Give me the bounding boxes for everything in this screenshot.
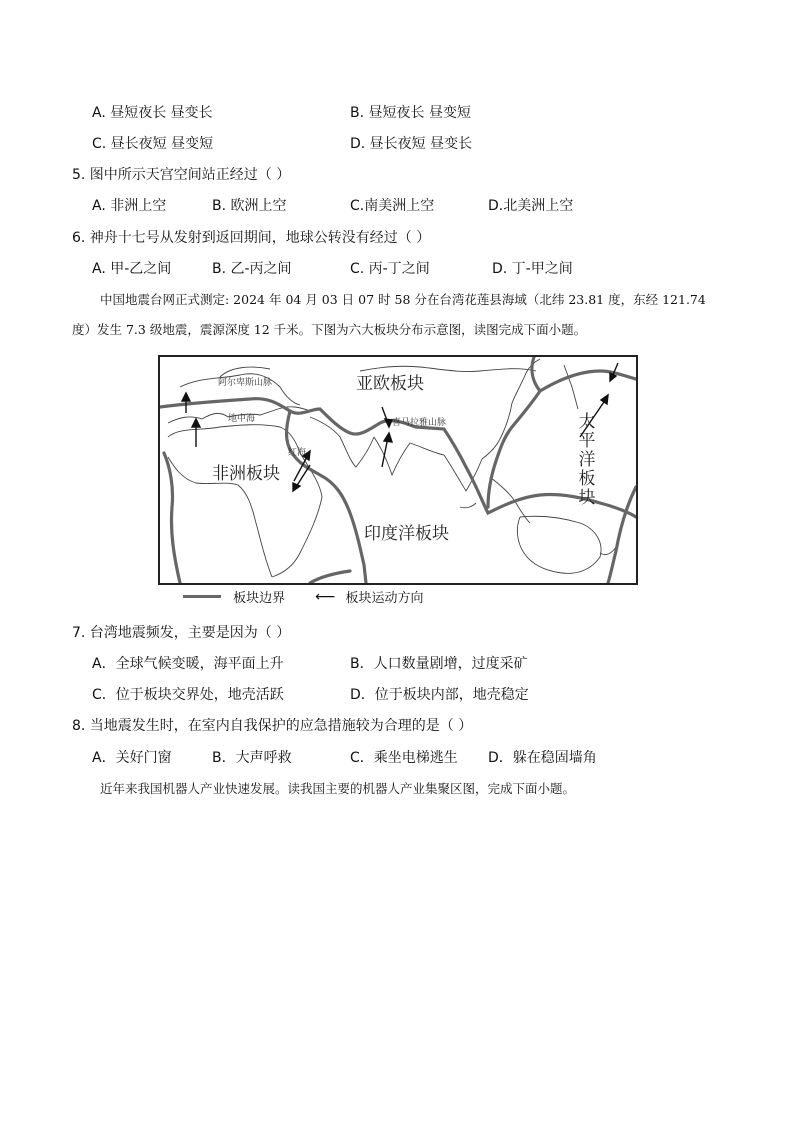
label-alps: 阿尔卑斯山脉 — [218, 378, 273, 388]
arrow-1 — [192, 419, 200, 447]
q6-option-b: B. 乙-丙之间 — [212, 261, 292, 277]
robot-intro: 近年来我国机器人产业快速发展。读我国主要的机器人产业集聚区图，完成下面小题。 — [100, 781, 576, 796]
boundary-african-west — [164, 453, 180, 583]
boundary-south — [310, 571, 350, 583]
q7-stem: 7. 台湾地震频发，主要是因为（ ） — [72, 625, 291, 641]
q8-stem: 8. 当地震发生时，在室内自我保护的应急措施较为合理的是（ ） — [72, 718, 473, 734]
legend-motion-label: 板块运动方向 — [345, 591, 424, 606]
q8-option-b: B．大声呼救 — [212, 750, 292, 766]
q4-option-a: A. 昼短夜长 昼变长 — [92, 105, 213, 121]
q5-option-c: C.南美洲上空 — [350, 198, 435, 214]
intro-line-2: 度）发生 7.3 级地震，震源深度 12 千米。下图为六大板块分布示意图，读图完成下面小题。 — [72, 322, 587, 337]
q5-option-b: B. 欧洲上空 — [212, 198, 287, 214]
label-mediterranean: 地中海 — [228, 414, 256, 424]
q6-option-c: C. 丙-丁之间 — [350, 261, 430, 277]
q7-option-d: D．位于板块内部，地壳稳定 — [350, 687, 529, 703]
q6-stem: 6. 神舟十七号从发射到返回期间，地球公转没有经过（ ） — [72, 230, 431, 246]
boundary-pacific-south — [608, 487, 636, 583]
label-indian-plate: 印度洋板块 — [364, 524, 449, 544]
q7-option-a: A．全球气候变暖，海平面上升 — [92, 656, 284, 672]
label-himalaya: 喜马拉雅山脉 — [392, 418, 447, 428]
boundary-pacific-west — [488, 357, 540, 507]
plate-map — [158, 355, 638, 585]
arrow-6 — [382, 407, 392, 427]
legend-arrow-icon: ⟵ — [315, 588, 336, 605]
label-eurasian-plate: 亚欧板块 — [356, 374, 424, 394]
q4-option-c: C. 昼长夜短 昼变短 — [92, 136, 214, 152]
q5-stem: 5. 图中所示天宫空间站正经过（ ） — [72, 167, 291, 183]
legend-boundary-label: 板块边界 — [233, 591, 286, 606]
q8-option-c: C．乘坐电梯逃生 — [350, 750, 458, 766]
q6-option-a: A. 甲-乙之间 — [92, 261, 172, 277]
q4-option-d: D. 昼长夜短 昼变长 — [350, 136, 473, 152]
q8-option-d: D．躲在稳固墙角 — [488, 750, 597, 766]
q5-option-a: A. 非洲上空 — [92, 198, 167, 214]
label-african-plate: 非洲板块 — [212, 464, 280, 484]
boundary-african-indian — [287, 411, 367, 583]
legend-boundary-swatch — [183, 595, 221, 598]
label-red-sea: 红海 — [288, 448, 307, 458]
q5-option-d: D.北美洲上空 — [488, 198, 574, 214]
map-legend — [183, 587, 424, 606]
q4-option-b: B. 昼短夜长 昼变短 — [350, 105, 471, 121]
boundary-pacific-north — [540, 371, 636, 391]
label-pacific-plate: 太平洋板块 — [578, 412, 596, 508]
q6-option-d: D. 丁-甲之间 — [492, 261, 573, 277]
q7-option-c: C．位于板块交界处，地壳活跃 — [92, 687, 284, 703]
q7-option-b: B．人口数量剧增，过度采矿 — [350, 656, 528, 672]
q8-option-a: A．关好门窗 — [92, 750, 172, 766]
intro-line-1: 中国地震台网正式测定: 2024 年 04 月 03 日 07 时 58 分在台湾花莲县海域（北纬 23.81 度，东经 121.74 — [100, 292, 706, 307]
